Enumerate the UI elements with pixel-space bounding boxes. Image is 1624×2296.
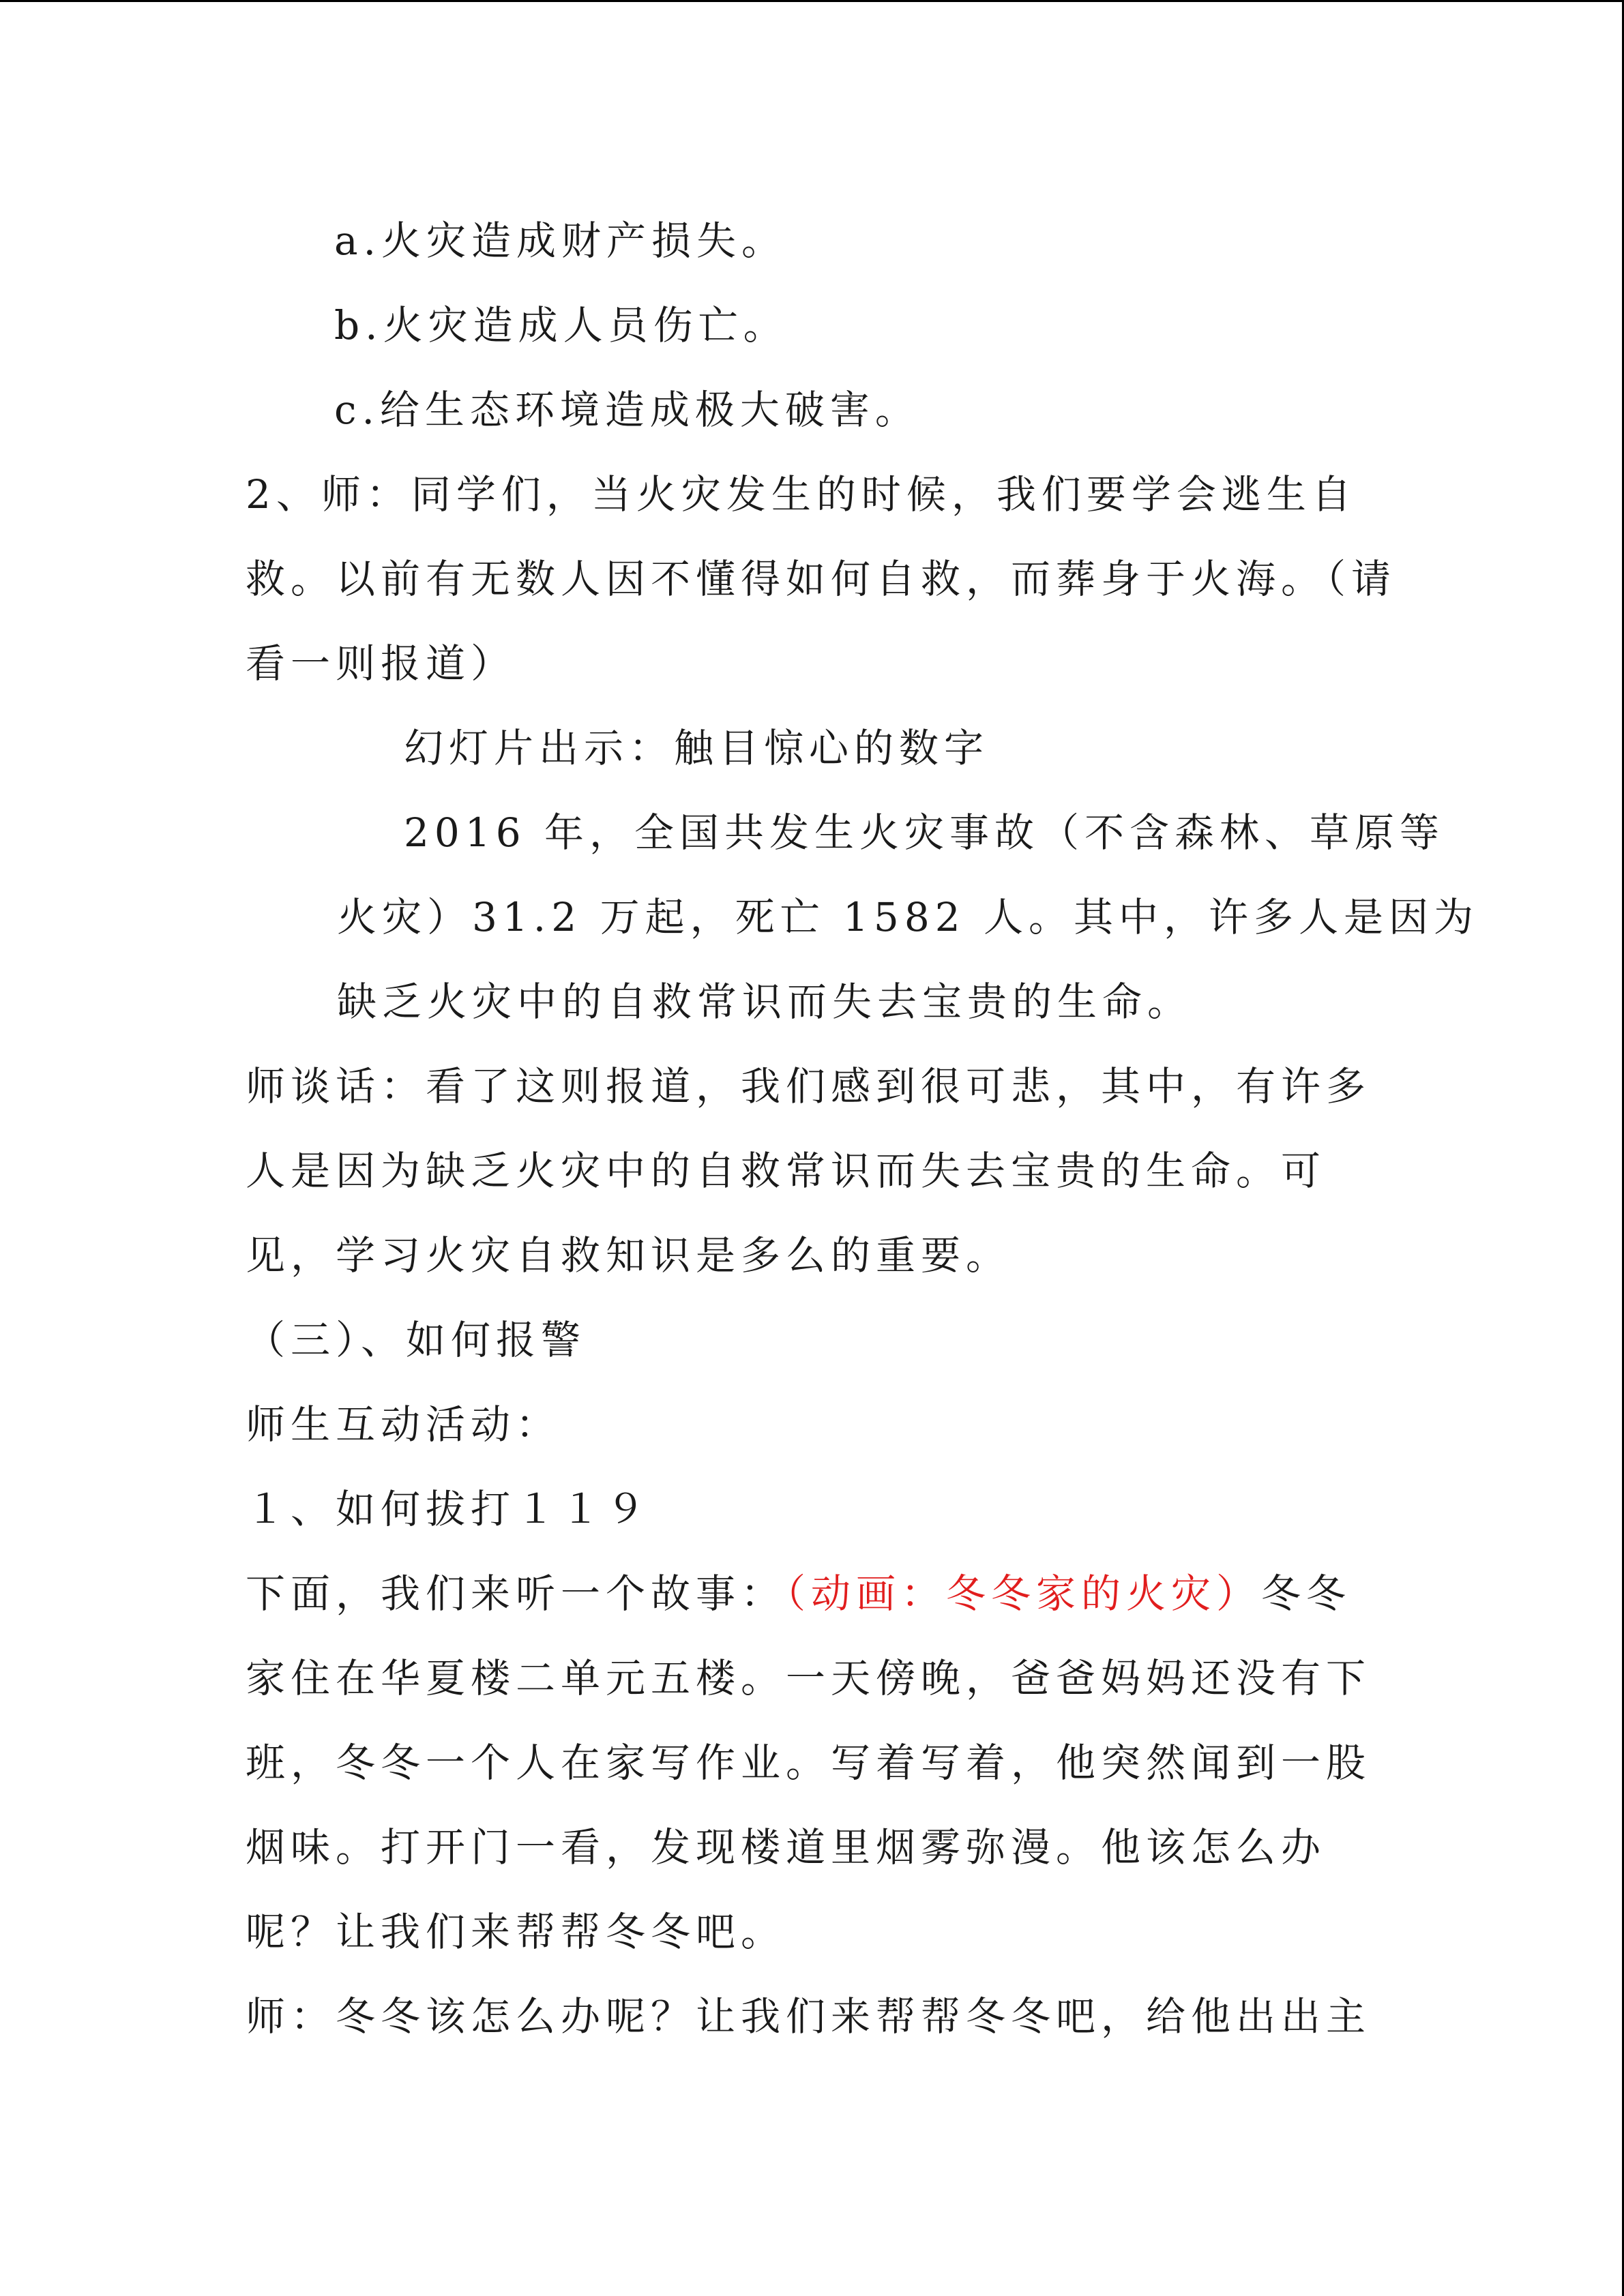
paragraph-line: 班，冬冬一个人在家写作业。写着写着，他突然闻到一股	[246, 1740, 1372, 1786]
story-intro-text: 下面，我们来听一个故事：	[246, 1570, 786, 1617]
section-heading: （三）、如何报警	[246, 1317, 587, 1363]
paragraph-line: 2、师：同学们，当火灾发生的时候，我们要学会逃生自	[246, 471, 1357, 518]
report-line: 火灾）31.2 万起，死亡 1582 人。其中，许多人是因为	[337, 894, 1479, 940]
paragraph-line: 师：冬冬该怎么办呢？让我们来帮帮冬冬吧，给他出出主	[246, 1993, 1372, 2040]
paragraph-line: 见，学习火灾自救知识是多么的重要。	[246, 1232, 1012, 1279]
paragraph-line: 人是因为缺乏火灾中的自救常识而失去宝贵的生命。可	[246, 1148, 1327, 1194]
paragraph-line: 师生互动活动：	[246, 1401, 561, 1448]
paragraph-line: 看一则报道）	[246, 640, 516, 687]
slide-caption: 幻灯片出示：触目惊心的数字	[404, 725, 990, 771]
page-border-top	[0, 0, 1624, 2]
list-item-c: c.给生态环境造成极大破害。	[334, 387, 920, 433]
animation-highlight: （动画：冬冬家的火灾）	[786, 1570, 1262, 1617]
paragraph-line: 师谈话：看了这则报道，我们感到很可悲，其中，有许多	[246, 1063, 1372, 1109]
subheading: １、如何拔打１１９	[246, 1486, 651, 1532]
paragraph-line: 救。以前有无数人因不懂得如何自救，而葬身于火海。（请	[246, 556, 1397, 602]
list-item-a: a.火灾造成财产损失。	[334, 218, 787, 264]
report-line: 缺乏火灾中的自救常识而失去宝贵的生命。	[337, 979, 1193, 1025]
paragraph-line-with-highlight	[246, 1570, 1351, 1617]
list-item-b: b.火灾造成人员伤亡。	[334, 302, 788, 348]
paragraph-line: 烟味。打开门一看，发现楼道里烟雾弥漫。他该怎么办	[246, 1824, 1327, 1870]
paragraph-line: 呢？让我们来帮帮冬冬吧。	[246, 1909, 786, 1955]
paragraph-line: 家住在华夏楼二单元五楼。一天傍晚，爸爸妈妈还没有下	[246, 1655, 1372, 1701]
report-line: 2016 年，全国共发生火灾事故（不含森林、草原等	[404, 809, 1445, 856]
story-start-text: 冬冬	[1261, 1570, 1352, 1617]
